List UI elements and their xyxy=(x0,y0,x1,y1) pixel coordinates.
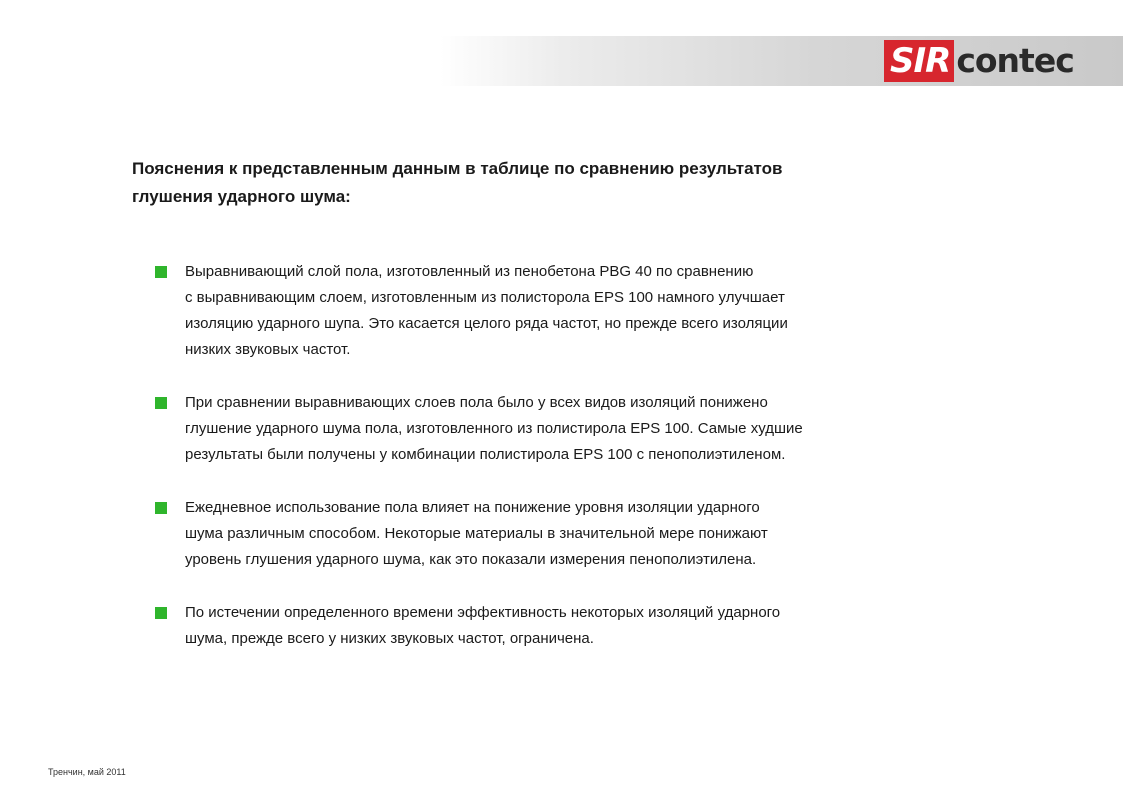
green-square-bullet-icon xyxy=(155,266,167,278)
bullet-line: По истечении определенного времени эффективность некоторых изоляций ударного xyxy=(185,604,781,621)
bullet-line: низких звуковых частот. xyxy=(185,341,351,358)
bullet-line: с выравнивающим слоем, изготовленным из полисторола EPS 100 намного улучшает xyxy=(185,289,785,306)
bullet-line: результаты были получены у комбинации полистирола EPS 100 с пенополиэтиленом. xyxy=(185,446,786,463)
sircontec-logo xyxy=(884,40,1074,82)
logo-sir-mark: SIR xyxy=(884,40,954,82)
green-square-bullet-icon xyxy=(155,397,167,409)
bullet-item-2 xyxy=(155,390,915,468)
logo-contec-wordmark: contec xyxy=(956,41,1074,80)
bullet-item-1 xyxy=(155,259,915,363)
green-square-bullet-icon xyxy=(155,607,167,619)
bullet-line: глушение ударного шума пола, изготовленного из полистирола EPS 100. Самые худшие xyxy=(185,420,803,437)
bullet-item-4 xyxy=(155,600,915,652)
bullet-list xyxy=(155,259,915,652)
bullet-line: шума различным способом. Некоторые материалы в значительной мере понижают xyxy=(185,525,768,542)
page-title xyxy=(132,155,892,211)
bullet-line: изоляцию ударного шупа. Это касается целого ряда частот, но прежде всего изоляции xyxy=(185,315,788,332)
bullet-item-3 xyxy=(155,495,915,573)
page-title-line-1: Пояснения к представленным данным в таблице по сравнению результатов xyxy=(132,159,783,178)
bullet-line: шума, прежде всего у низких звуковых частот, ограничена. xyxy=(185,630,594,647)
bullet-line: Выравнивающий слой пола, изготовленный из пенобетона PBG 40 по сравнению xyxy=(185,263,754,280)
footer-place-date: Тренчин, май 2011 xyxy=(48,767,126,777)
bullet-line: При сравнении выравнивающих слоев пола было у всех видов изоляций понижено xyxy=(185,394,768,411)
green-square-bullet-icon xyxy=(155,502,167,514)
bullet-line: уровень глушения ударного шума, как это показали измерения пенополиэтилена. xyxy=(185,551,757,568)
page-title-line-2: глушения ударного шума: xyxy=(132,187,351,206)
bullet-line: Ежедневное использование пола влияет на понижение уровня изоляции ударного xyxy=(185,499,760,516)
